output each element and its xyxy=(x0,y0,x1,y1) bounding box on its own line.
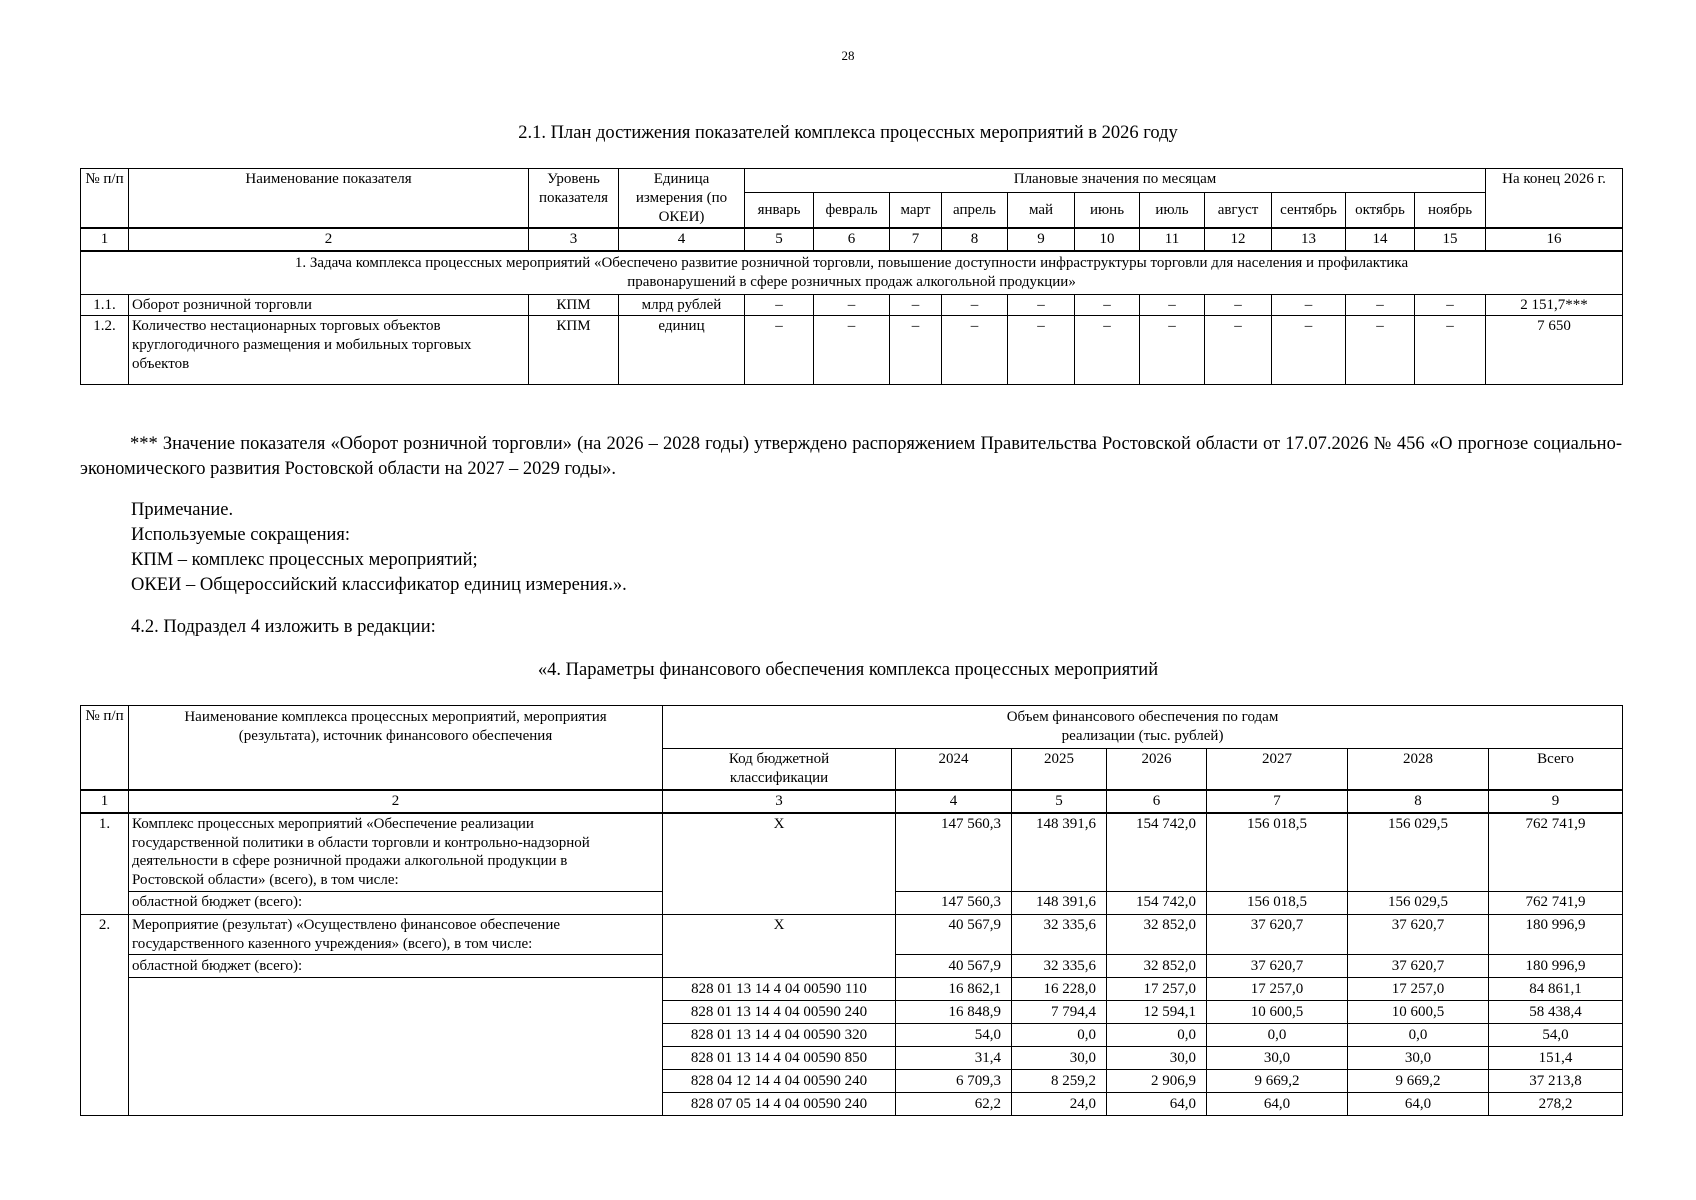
value-total: 180 996,9 xyxy=(1489,914,1623,955)
kbk-code: 828 04 12 14 4 04 00590 240 xyxy=(663,1070,896,1093)
col-number: 4 xyxy=(619,228,745,251)
kbk-code: 828 01 13 14 4 04 00590 320 xyxy=(663,1024,896,1047)
value-2025: 30,0 xyxy=(1012,1047,1107,1070)
col-number: 6 xyxy=(814,228,890,251)
header-month: июнь xyxy=(1075,193,1140,229)
row-num: 1. xyxy=(81,813,129,915)
header-month: март xyxy=(890,193,942,229)
value-2025: 148 391,6 xyxy=(1012,813,1107,892)
note-line: Используемые сокращения: xyxy=(131,525,351,545)
table-row xyxy=(81,316,1623,385)
value-2028: 17 257,0 xyxy=(1348,978,1489,1001)
month-value: – xyxy=(1008,316,1075,385)
kbk-code: 828 01 13 14 4 04 00590 240 xyxy=(663,1001,896,1024)
value-2025: 148 391,6 xyxy=(1012,891,1107,914)
value-total: 762 741,9 xyxy=(1489,891,1623,914)
table1-column-numbers xyxy=(81,228,1623,251)
indicator-level: КПМ xyxy=(529,294,619,316)
value-2024: 147 560,3 xyxy=(896,891,1012,914)
indicator-level: КПМ xyxy=(529,316,619,385)
value-2027: 37 620,7 xyxy=(1207,955,1348,978)
value-2024: 62,2 xyxy=(896,1093,1012,1116)
value-2024: 16 848,9 xyxy=(896,1001,1012,1024)
value-2026: 12 594,1 xyxy=(1107,1001,1207,1024)
kbk-code: 828 01 13 14 4 04 00590 850 xyxy=(663,1047,896,1070)
header-level: Уровень показателя xyxy=(529,169,619,229)
value-2025: 16 228,0 xyxy=(1012,978,1107,1001)
row-num: 2. xyxy=(81,914,129,1116)
col-number: 2 xyxy=(129,228,529,251)
col-number: 9 xyxy=(1008,228,1075,251)
value-2027: 156 018,5 xyxy=(1207,891,1348,914)
col-number: 1 xyxy=(81,790,129,813)
col-number: 5 xyxy=(745,228,814,251)
table1-title: 2.1. План достижения показателей комплекса процессных мероприятий в 2026 году xyxy=(518,123,1178,143)
value-2026: 32 852,0 xyxy=(1107,914,1207,955)
value-2027: 10 600,5 xyxy=(1207,1001,1348,1024)
col-number: 1 xyxy=(81,228,129,251)
col-number: 7 xyxy=(890,228,942,251)
col-number: 5 xyxy=(1012,790,1107,813)
header-month: октябрь xyxy=(1346,193,1415,229)
end-of-year-value: 7 650 xyxy=(1486,316,1623,385)
month-value: – xyxy=(1075,316,1140,385)
col-number: 8 xyxy=(942,228,1008,251)
value-2024: 40 567,9 xyxy=(896,914,1012,955)
indicator-unit: единиц xyxy=(619,316,745,385)
col-number: 14 xyxy=(1346,228,1415,251)
value-2024: 54,0 xyxy=(896,1024,1012,1047)
row-num: 1.2. xyxy=(81,316,129,385)
header-end-of-year: На конец 2026 г. xyxy=(1486,169,1623,229)
month-value: – xyxy=(745,316,814,385)
kbk-code: 828 07 05 14 4 04 00590 240 xyxy=(663,1093,896,1116)
value-2024: 31,4 xyxy=(896,1047,1012,1070)
indicator-name: Количество нестационарных торговых объектов круглогодичного размещения и мобильных торговых объектов xyxy=(129,316,529,385)
month-value: – xyxy=(942,316,1008,385)
table-row xyxy=(81,294,1623,316)
value-2028: 156 029,5 xyxy=(1348,813,1489,892)
table-row xyxy=(81,813,1623,892)
value-2025: 32 335,6 xyxy=(1012,955,1107,978)
header-monthly-values: Плановые значения по месяцам xyxy=(745,169,1486,193)
header-month: февраль xyxy=(814,193,890,229)
col-number: 12 xyxy=(1205,228,1272,251)
footnote: *** Значение показателя «Оборот розничной торговли» (на 2026 – 2028 годы) утверждено распоряжением Правительства Ростовской области от 17.07.2026 № 456 «О прогнозе социально-экономического развития Ростовской области на 2027 – 2029 годы». xyxy=(80,434,1622,479)
value-2024: 147 560,3 xyxy=(896,813,1012,892)
col-number: 7 xyxy=(1207,790,1348,813)
value-2026: 154 742,0 xyxy=(1107,891,1207,914)
month-value: – xyxy=(1415,294,1486,316)
header-num: № п/п xyxy=(81,706,129,791)
header-year: 2025 xyxy=(1012,749,1107,791)
table2-title: «4. Параметры финансового обеспечения комплекса процессных мероприятий xyxy=(537,660,1159,680)
col-number: 10 xyxy=(1075,228,1140,251)
month-value: – xyxy=(1272,316,1346,385)
kbk-code: Х xyxy=(663,914,896,978)
col-number: 13 xyxy=(1272,228,1346,251)
value-total: 58 438,4 xyxy=(1489,1001,1623,1024)
month-value: – xyxy=(1205,294,1272,316)
header-name: Наименование комплекса процессных мероприятий, мероприятия (результата), источник финансового обеспечения xyxy=(129,706,663,791)
month-value: – xyxy=(1008,294,1075,316)
col-number: 4 xyxy=(896,790,1012,813)
value-2028: 37 620,7 xyxy=(1348,955,1489,978)
value-2027: 64,0 xyxy=(1207,1093,1348,1116)
note-line: ОКЕИ – Общероссийский классификатор единиц измерения.». xyxy=(131,575,627,595)
value-2026: 64,0 xyxy=(1107,1093,1207,1116)
month-value: – xyxy=(1140,316,1205,385)
task-description: 1. Задача комплекса процессных мероприятий «Обеспечено развитие розничной торговли, повышение доступности инфраструктуры торговли для населения и профилактика правонарушений в сфере розничных продаж алкогольной продукции» xyxy=(81,251,1623,294)
col-number: 3 xyxy=(663,790,896,813)
value-2028: 0,0 xyxy=(1348,1024,1489,1047)
col-number: 9 xyxy=(1489,790,1623,813)
note-line: КПМ – комплекс процессных мероприятий; xyxy=(131,550,478,570)
value-total: 84 861,1 xyxy=(1489,978,1623,1001)
header-month: август xyxy=(1205,193,1272,229)
month-value: – xyxy=(1075,294,1140,316)
value-total: 762 741,9 xyxy=(1489,813,1623,892)
month-value: – xyxy=(814,316,890,385)
value-2026: 154 742,0 xyxy=(1107,813,1207,892)
header-month: ноябрь xyxy=(1415,193,1486,229)
table1-header-row xyxy=(81,169,1623,193)
header-year: 2024 xyxy=(896,749,1012,791)
value-total: 37 213,8 xyxy=(1489,1070,1623,1093)
value-2027: 37 620,7 xyxy=(1207,914,1348,955)
header-month: апрель xyxy=(942,193,1008,229)
table2-header-row xyxy=(81,706,1623,749)
value-2027: 9 669,2 xyxy=(1207,1070,1348,1093)
header-year: 2028 xyxy=(1348,749,1489,791)
value-2025: 0,0 xyxy=(1012,1024,1107,1047)
header-year: 2027 xyxy=(1207,749,1348,791)
notes-block xyxy=(131,498,627,598)
value-2028: 156 029,5 xyxy=(1348,891,1489,914)
table2-column-numbers xyxy=(81,790,1623,813)
value-2026: 2 906,9 xyxy=(1107,1070,1207,1093)
value-2027: 17 257,0 xyxy=(1207,978,1348,1001)
indicator-plan-table xyxy=(80,168,1623,385)
value-2028: 30,0 xyxy=(1348,1047,1489,1070)
source-name: областной бюджет (всего): xyxy=(129,955,663,978)
month-value: – xyxy=(1205,316,1272,385)
indicator-unit: млрд рублей xyxy=(619,294,745,316)
header-year: 2026 xyxy=(1107,749,1207,791)
source-name: областной бюджет (всего): xyxy=(129,891,663,914)
col-number: 8 xyxy=(1348,790,1489,813)
month-value: – xyxy=(1415,316,1486,385)
value-2026: 32 852,0 xyxy=(1107,955,1207,978)
month-value: – xyxy=(890,316,942,385)
col-number: 11 xyxy=(1140,228,1205,251)
table-row xyxy=(81,914,1623,955)
value-2028: 64,0 xyxy=(1348,1093,1489,1116)
value-total: 54,0 xyxy=(1489,1024,1623,1047)
month-value: – xyxy=(1272,294,1346,316)
measure-name: Мероприятие (результат) «Осуществлено финансовое обеспечение государственного казенного учреждения» (всего), в том числе: xyxy=(129,914,663,955)
value-total: 151,4 xyxy=(1489,1047,1623,1070)
header-month: январь xyxy=(745,193,814,229)
value-total: 278,2 xyxy=(1489,1093,1623,1116)
value-2026: 17 257,0 xyxy=(1107,978,1207,1001)
page-number: 28 xyxy=(841,48,855,63)
month-value: – xyxy=(814,294,890,316)
value-2025: 24,0 xyxy=(1012,1093,1107,1116)
value-2025: 7 794,4 xyxy=(1012,1001,1107,1024)
value-2026: 0,0 xyxy=(1107,1024,1207,1047)
value-2024: 40 567,9 xyxy=(896,955,1012,978)
table1-task-row xyxy=(81,251,1623,294)
value-2028: 9 669,2 xyxy=(1348,1070,1489,1093)
row-num: 1.1. xyxy=(81,294,129,316)
table-row xyxy=(81,978,1623,1001)
value-total: 180 996,9 xyxy=(1489,955,1623,978)
col-number: 6 xyxy=(1107,790,1207,813)
header-financing-volume: Объем финансового обеспечения по годам реализации (тыс. рублей) xyxy=(663,706,1623,749)
header-month: май xyxy=(1008,193,1075,229)
kbk-code: Х xyxy=(663,813,896,915)
header-total: Всего xyxy=(1489,749,1623,791)
month-value: – xyxy=(745,294,814,316)
value-2026: 30,0 xyxy=(1107,1047,1207,1070)
value-2027: 30,0 xyxy=(1207,1047,1348,1070)
month-value: – xyxy=(1346,316,1415,385)
financing-table xyxy=(80,705,1623,1116)
month-value: – xyxy=(1346,294,1415,316)
month-value: – xyxy=(1140,294,1205,316)
month-value: – xyxy=(942,294,1008,316)
program-name: Комплекс процессных мероприятий «Обеспечение реализации государственной политики в области торговли и контрольно-надзорной деятельности в сфере розничной продажи алкогольной продукции в Ростовской области» (всего), в том числе: xyxy=(129,813,663,892)
note-line: Примечание. xyxy=(131,500,234,520)
value-2025: 32 335,6 xyxy=(1012,914,1107,955)
header-unit: Единица измерения (по ОКЕИ) xyxy=(619,169,745,229)
col-number: 15 xyxy=(1415,228,1486,251)
value-2024: 6 709,3 xyxy=(896,1070,1012,1093)
header-kbk: Код бюджетной классификации xyxy=(663,749,896,791)
value-2028: 37 620,7 xyxy=(1348,914,1489,955)
col-number: 2 xyxy=(129,790,663,813)
header-month: июль xyxy=(1140,193,1205,229)
end-of-year-value: 2 151,7*** xyxy=(1486,294,1623,316)
header-num: № п/п xyxy=(81,169,129,229)
month-value: – xyxy=(890,294,942,316)
col-number: 3 xyxy=(529,228,619,251)
value-2027: 0,0 xyxy=(1207,1024,1348,1047)
header-month: сентябрь xyxy=(1272,193,1346,229)
kbk-code: 828 01 13 14 4 04 00590 110 xyxy=(663,978,896,1001)
col-number: 16 xyxy=(1486,228,1623,251)
header-indicator-name: Наименование показателя xyxy=(129,169,529,229)
value-2024: 16 862,1 xyxy=(896,978,1012,1001)
value-2027: 156 018,5 xyxy=(1207,813,1348,892)
instruction: 4.2. Подраздел 4 изложить в редакции: xyxy=(131,617,436,637)
empty-name-cell xyxy=(129,978,663,1116)
value-2025: 8 259,2 xyxy=(1012,1070,1107,1093)
indicator-name: Оборот розничной торговли xyxy=(129,294,529,316)
value-2028: 10 600,5 xyxy=(1348,1001,1489,1024)
